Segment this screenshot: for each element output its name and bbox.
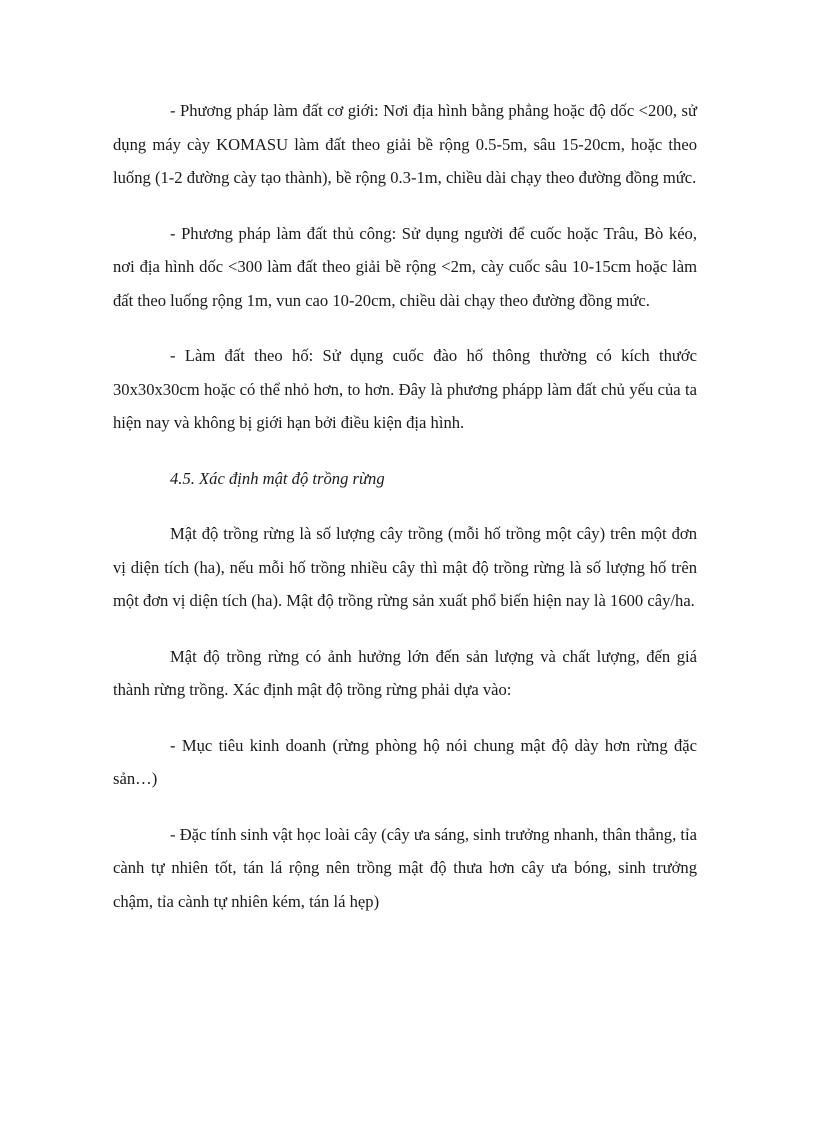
paragraph-density-factors: Mật độ trồng rừng có ảnh hưởng lớn đến sản lượng và chất lượng, đến giá thành rừng trồng. Xác định mật độ trồng rừng phải dựa vào: — [113, 646, 697, 699]
paragraph-density-definition: Mật độ trồng rừng là số lượng cây trồng (mỗi hố trồng một cây) trên một đơn vị diện tích (ha), nếu mỗi hố trồng nhiều cây thì mật độ trồng rừng là số lượng hố trên một đơn vị diện tích (ha). Mật độ trồng rừng sản xuất phổ biến hiện nay là 1600 cây/ha. — [113, 524, 697, 610]
paragraph-business-goal: - Mục tiêu kinh doanh (rừng phòng hộ nói chung mật độ dày hơn rừng đặc sản…) — [113, 735, 697, 788]
paragraph-manual-tillage: - Phương pháp làm đất thủ công: Sử dụng người để cuốc hoặc Trâu, Bò kéo, nơi địa hình dốc <300 làm đất theo giải bề rộng <2m, cày cuốc sâu 10-15cm hoặc làm đất theo luống rộng 1m, vun cao 10-20cm, chiều dài chạy theo đường đồng mức. — [113, 223, 697, 310]
paragraph-species-traits: - Đặc tính sinh vật học loài cây (cây ưa sáng, sinh trưởng nhanh, thân thẳng, tỉa cành tự nhiên tốt, tán lá rộng nên trồng mật độ thưa hơn cây ưa bóng, sinh trưởng chậm, tỉa cành tự nhiên kém, tán lá hẹp) — [113, 824, 697, 911]
paragraph-mechanical-tillage: - Phương pháp làm đất cơ giới: Nơi địa hình bằng phẳng hoặc độ dốc <200, sử dụng máy cày KOMASU làm đất theo giải bề rộng 0.5-5m, sâu 15-20cm, hoặc theo luống (1-2 đường cày tạo thành), bề rộng 0.3-1m, chiều dài chạy theo đường đồng mức. — [113, 101, 697, 187]
paragraph-pit-tillage: - Làm đất theo hố: Sử dụng cuốc đào hố thông thường có kích thước 30x30x30cm hoặc có thể nhỏ hơn, to hơn. Đây là phương phápp làm đất chủ yếu của ta hiện nay và không bị giới hạn bởi điều kiện địa hình. — [113, 346, 697, 432]
section-heading: 4.5. Xác định mật độ trồng rừng — [170, 468, 385, 488]
body-text — [113, 94, 697, 940]
